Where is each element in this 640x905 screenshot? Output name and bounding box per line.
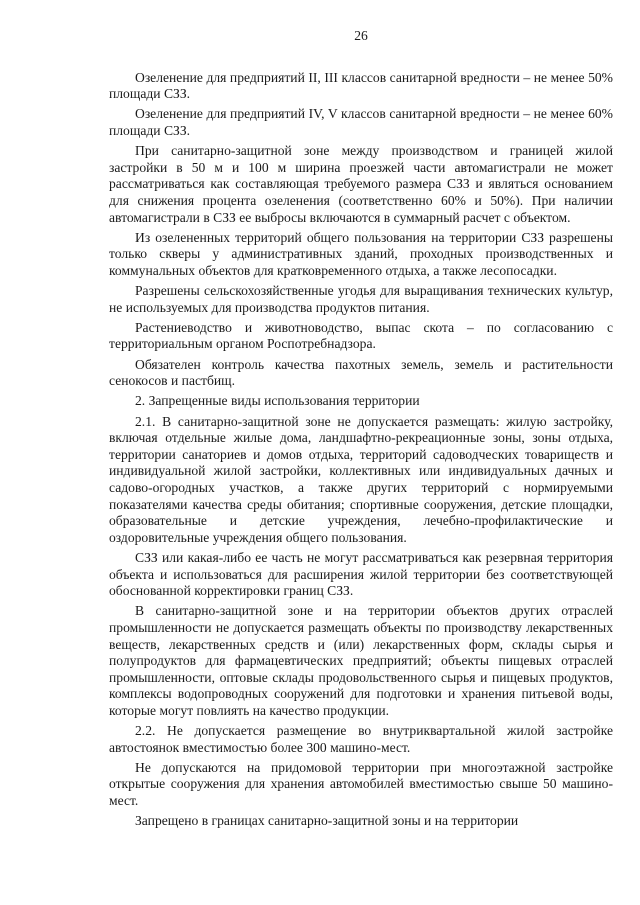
section-heading: 2. Запрещенные виды использования территории [135, 393, 420, 409]
paragraph: Растениеводство и животноводство, выпас скота – по согласованию с территориальным органом Роспотребнадзора. [109, 319, 613, 352]
page-number: 26 [354, 28, 368, 43]
paragraph: В санитарно-защитной зоне и на территории объектов других отраслей промышленности не допускается размещать объекты по производству лекарственных веществ, лекарственных средств и (или) лекарственных форм, склады сырья и полупродуктов для фармацевтических предприятий; объекты пищевых отраслей промышленности, оптовые склады продовольственного сырья и пищевых продуктов, комплексы водопроводных сооружений для подготовки и хранения питьевой воды, которые могут повлиять на качество продукции. [109, 603, 613, 718]
paragraph: Разрешены сельскохозяйственные угодья для выращивания технических культур, не используемых для производства продуктов питания. [109, 283, 613, 315]
paragraph: СЗЗ или какая-либо ее часть не могут рассматриваться как резервная территория объекта и использоваться для расширения жилой территории без соответствующей обоснованной корректировки границ СЗЗ. [109, 549, 613, 599]
paragraph: При санитарно-защитной зоне между производством и границей жилой застройки в 50 м и 100 м ширина проезжей части автомагистрали не может рассматриваться как составляющая требуемого размера СЗЗ и являться основанием для снижения процента озеленения (соответственно 60% и 50%). При наличии автомагистрали в СЗЗ ее выбросы включаются в суммарный расчет с объектом. [109, 143, 613, 225]
paragraph: Озеленение для предприятий IV, V классов санитарной вредности – не менее 60% площади СЗЗ. [109, 106, 613, 138]
paragraph: 2.1. В санитарно-защитной зоне не допускается размещать: жилую застройку, включая отдельные жилые дома, ландшафтно-рекреационные зоны, зоны отдыха, территории санаториев и домов отдыха, территорий садоводческих товариществ и индивидуальной жилой застройки, коллективных или индивидуальных дачных и садово-огородных участков, а также других территорий с нормируемыми показателями качества среды обитания; спортивные сооружения, детские площадки, образовательные и детские учреждения, лечебно-профилактические и оздоровительные учреждения общего пользования. [109, 413, 613, 545]
paragraph: 2.2. Не допускается размещение во внутриквартальной жилой застройке автостоянок вместимостью более 300 машино-мест. [109, 723, 613, 755]
paragraph: Запрещено в границах санитарно-защитной зоны и на территории [135, 813, 519, 829]
paragraph: Обязателен контроль качества пахотных земель, земель и растительности сенокосов и пастбищ. [109, 356, 613, 389]
document-body [109, 70, 613, 830]
paragraph: Не допускаются на придомовой территории при многоэтажной застройке открытые сооружения для хранения автомобилей вместимостью свыше 50 машино-мест. [109, 759, 613, 809]
paragraph: Из озелененных территорий общего пользования на территории СЗЗ разрешены только скверы у административных зданий, проходных производственных и коммунальных объектов для кратковременного отдыха, а также лесопосадки. [109, 229, 613, 278]
paragraph: Озеленение для предприятий II, III классов санитарной вредности – не менее 50% площади СЗЗ. [109, 69, 613, 102]
